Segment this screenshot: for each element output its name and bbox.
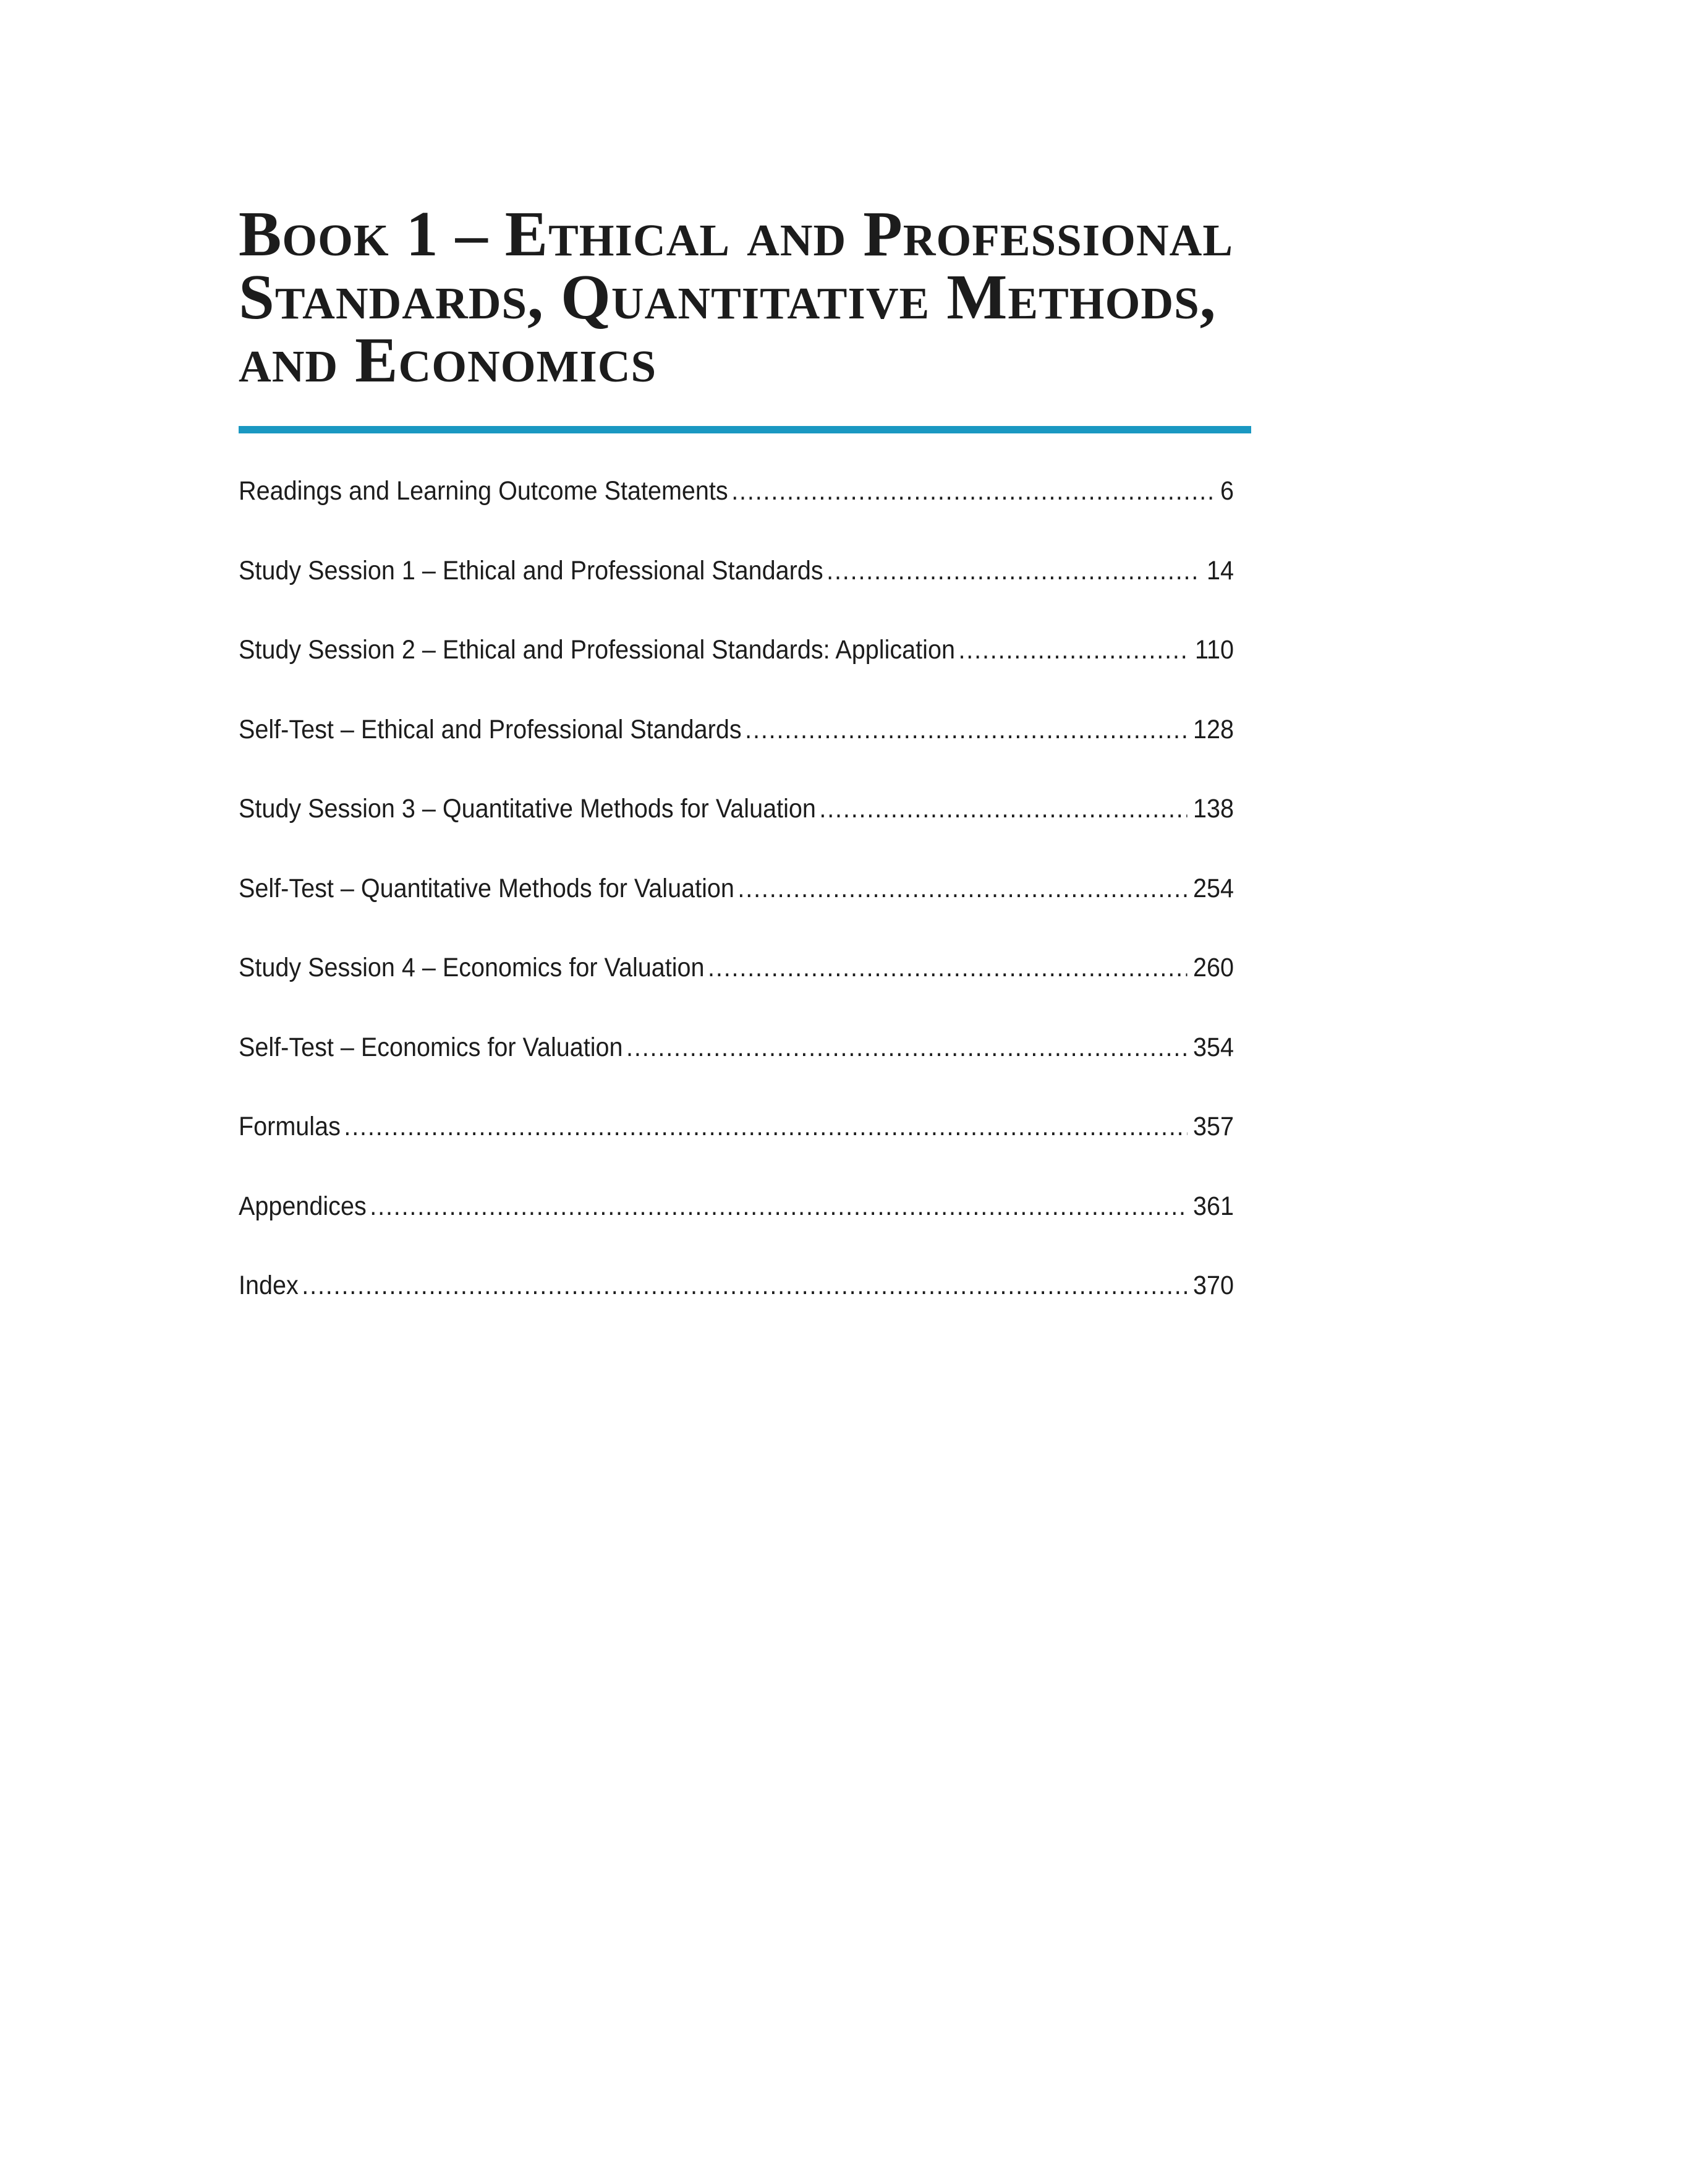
toc-page-number: 357 bbox=[1193, 1112, 1234, 1141]
toc-dot-leader bbox=[826, 556, 1201, 586]
toc-dot-leader bbox=[302, 1271, 1188, 1301]
toc-entry-label: Readings and Learning Outcome Statements bbox=[239, 476, 728, 506]
toc-dot-leader bbox=[737, 874, 1187, 904]
toc-dot-leader bbox=[731, 476, 1215, 506]
toc-entry-index[interactable] bbox=[239, 1271, 1234, 1350]
toc-dot-leader bbox=[819, 794, 1187, 824]
toc-entry-self-test-ethics[interactable] bbox=[239, 715, 1234, 794]
toc-entry-label: Appendices bbox=[239, 1191, 367, 1221]
toc-page-number: 128 bbox=[1193, 714, 1234, 744]
toc-entry-self-test-quant[interactable] bbox=[239, 874, 1234, 953]
toc-page-number: 260 bbox=[1193, 953, 1234, 982]
toc-entry-label: Self-Test – Ethical and Professional Standards bbox=[239, 714, 742, 744]
toc-entry-label: Formulas bbox=[239, 1112, 341, 1141]
toc-page-number: 14 bbox=[1207, 555, 1234, 586]
book-title-line-1: Book 1 – Ethical and Professional bbox=[239, 198, 1234, 270]
toc-dot-leader bbox=[344, 1112, 1187, 1142]
toc-entry-study-session-2[interactable] bbox=[239, 635, 1234, 715]
book-title-line-3: and Economics bbox=[239, 325, 657, 396]
toc-page-number: 370 bbox=[1193, 1271, 1234, 1300]
toc-entry-label: Self-Test – Quantitative Methods for Valuation bbox=[239, 873, 734, 903]
toc-entry-label: Self-Test – Economics for Valuation bbox=[239, 1032, 623, 1062]
toc-entry-label: Study Session 1 – Ethical and Professional Standards bbox=[239, 555, 823, 586]
title-divider-rule bbox=[239, 426, 1251, 433]
toc-page-number: 110 bbox=[1194, 635, 1234, 665]
book-title bbox=[239, 198, 1289, 396]
toc-entry-readings[interactable] bbox=[239, 476, 1234, 556]
toc-dot-leader bbox=[958, 635, 1189, 665]
book-title-line-2: Standards, Quantitative Methods, bbox=[239, 262, 1217, 333]
toc-entry-appendices[interactable] bbox=[239, 1191, 1234, 1271]
toc-entry-label: Index bbox=[239, 1271, 299, 1300]
toc-dot-leader bbox=[626, 1033, 1188, 1063]
toc-page-number: 6 bbox=[1220, 476, 1234, 506]
toc-page-number: 138 bbox=[1193, 794, 1234, 824]
toc-entry-study-session-3[interactable] bbox=[239, 794, 1234, 874]
toc-entry-study-session-1[interactable] bbox=[239, 556, 1234, 636]
toc-entry-label: Study Session 3 – Quantitative Methods for Valuation bbox=[239, 794, 816, 824]
toc-entry-label: Study Session 2 – Ethical and Professional Standards: Application bbox=[239, 635, 955, 665]
toc-dot-leader bbox=[370, 1191, 1188, 1222]
table-of-contents bbox=[239, 476, 1234, 1350]
toc-page-number: 354 bbox=[1193, 1032, 1234, 1062]
toc-entry-label: Study Session 4 – Economics for Valuation bbox=[239, 953, 705, 982]
toc-entry-self-test-economics[interactable] bbox=[239, 1033, 1234, 1112]
toc-dot-leader bbox=[745, 715, 1188, 745]
toc-dot-leader bbox=[708, 953, 1188, 983]
toc-entry-study-session-4[interactable] bbox=[239, 953, 1234, 1033]
toc-entry-formulas[interactable] bbox=[239, 1112, 1234, 1191]
toc-page-number: 254 bbox=[1193, 873, 1234, 903]
toc-page-number: 361 bbox=[1193, 1191, 1234, 1221]
